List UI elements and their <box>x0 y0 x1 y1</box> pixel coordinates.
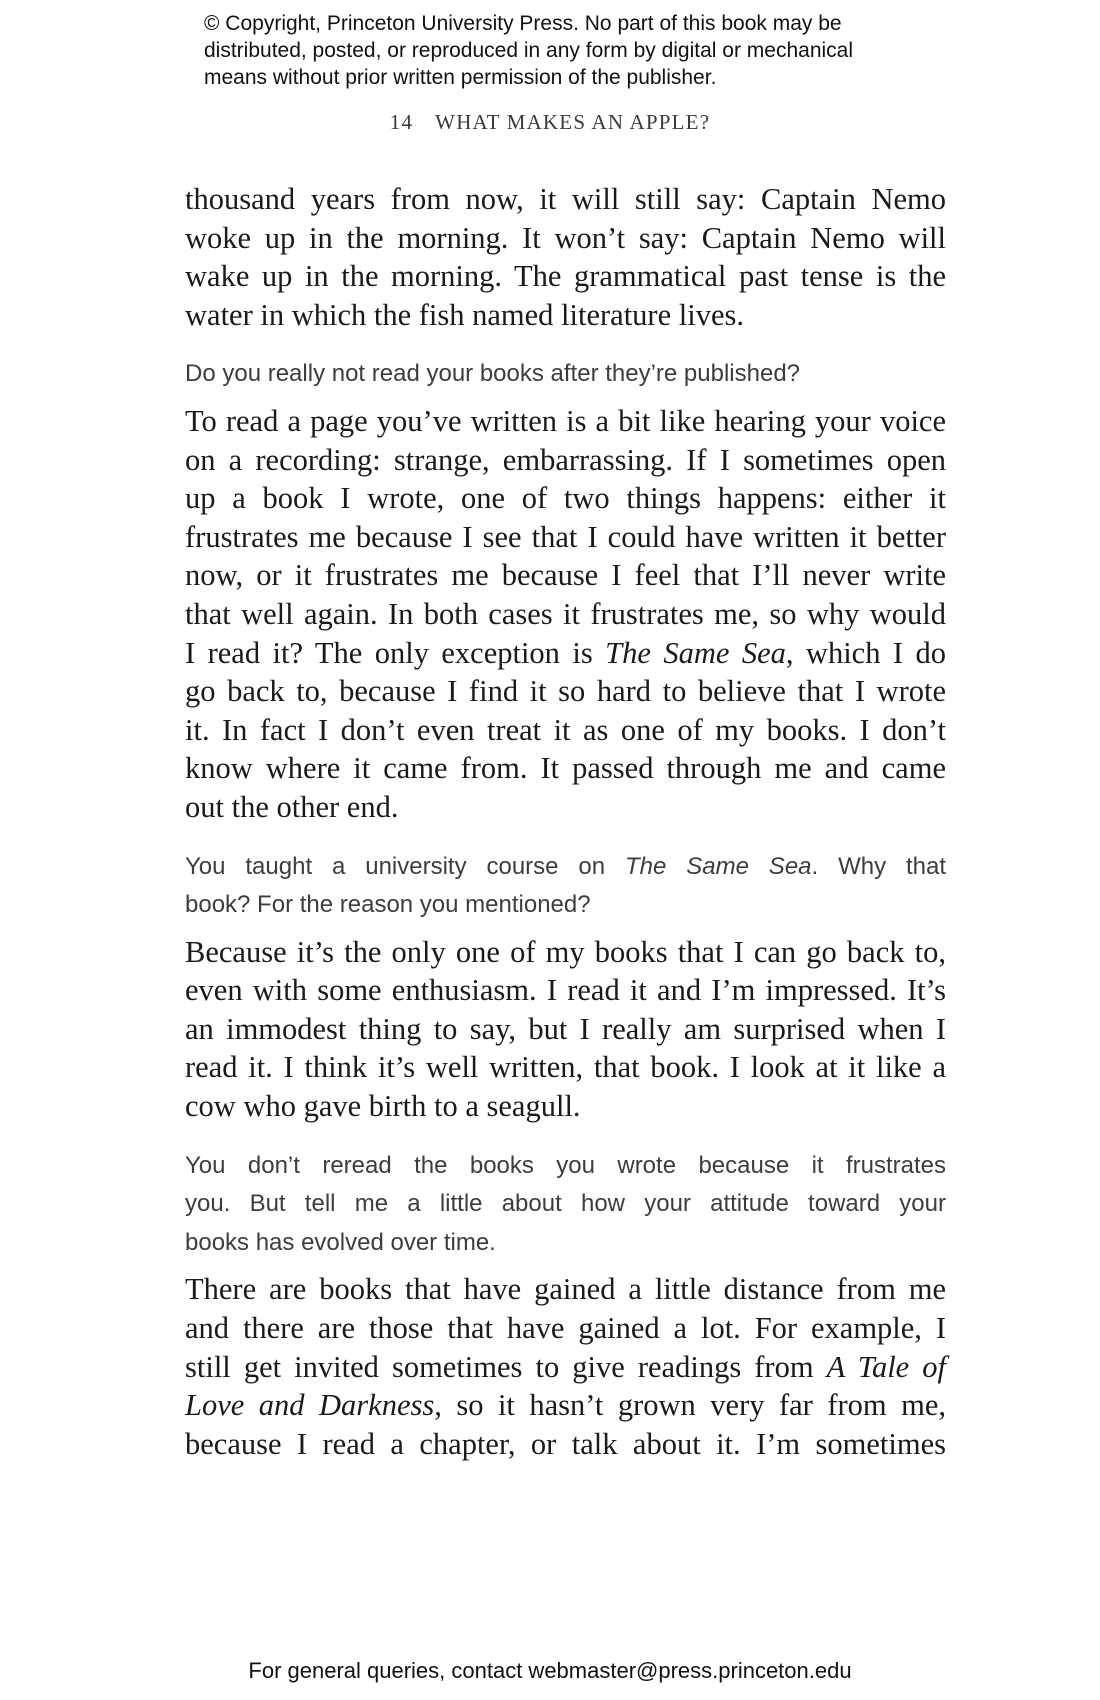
copyright-notice <box>204 10 924 91</box>
text-line: read it. I think it’s well written, that book. I look at it like a <box>185 1050 946 1085</box>
text-line: now, or it frustrates me because I feel that I’ll never write <box>185 558 946 593</box>
text-line: Because it’s the only one of my books that I can go back to, <box>185 934 946 969</box>
text-line: frustrates me because I see that I could have written it better <box>185 519 946 554</box>
text-line: cow who gave birth to a seagull. <box>185 1089 581 1124</box>
copyright-line: means without prior written permission of the publisher. <box>204 66 717 89</box>
text-line: wake up in the morning. The grammatical past tense is the <box>185 259 946 294</box>
book-title: Love and Darkness <box>185 1388 435 1423</box>
text-line: because I read a chapter, or talk about it. I’m sometimes <box>185 1426 946 1461</box>
answer-paragraph <box>185 1270 946 1463</box>
text-run: still get invited sometimes to give readings from <box>185 1349 827 1384</box>
text-line: woke up in the morning. It won’t say: Captain Nemo will <box>185 220 946 255</box>
text-line: There are books that have gained a little distance from me <box>185 1272 946 1307</box>
interview-question <box>185 848 946 925</box>
text-line: To read a page you’ve written is a bit like hearing your voice <box>185 403 946 438</box>
answer-paragraph <box>185 402 946 827</box>
answer-paragraph <box>185 933 946 1126</box>
text-run: I read it? The only exception is <box>185 635 606 670</box>
answer-paragraph <box>185 180 946 334</box>
book-title: The Same Sea <box>624 852 812 880</box>
text-line: go back to, because I find it so hard to believe that I wrote <box>185 674 946 709</box>
page-number: 14 <box>389 110 414 134</box>
text-line: up a book I wrote, one of two things happens: either it <box>185 481 946 516</box>
text-line: you. But tell me a little about how your attitude toward your <box>185 1190 946 1218</box>
text-line <box>185 634 946 673</box>
text-line <box>185 1348 946 1387</box>
text-run: You taught a university course on <box>185 852 625 880</box>
interview-question <box>185 1147 946 1263</box>
text-run: , so it hasn’t grown very far from me, <box>434 1388 946 1423</box>
page-body <box>185 180 946 1463</box>
text-line: water in which the fish named literature lives. <box>185 297 744 332</box>
book-title: The Same Sea <box>605 635 786 670</box>
text-line: thousand years from now, it will still say: Captain Nemo <box>185 182 946 216</box>
text-line: out the other end. <box>185 789 399 824</box>
text-line: an immodest thing to say, but I really am surprised when I <box>185 1011 946 1046</box>
text-line: books has evolved over time. <box>185 1228 496 1256</box>
text-line <box>185 1386 946 1425</box>
text-line: on a recording: strange, embarrassing. If I sometimes open <box>185 442 946 477</box>
text-line: it. In fact I don’t even treat it as one of my books. I don’t <box>185 712 946 747</box>
text-line <box>185 848 946 887</box>
text-line: even with some enthusiasm. I read it and I’m impressed. It’s <box>185 973 946 1008</box>
running-head <box>0 110 1100 135</box>
book-title: A Tale of <box>826 1349 946 1384</box>
text-line: You don’t reread the books you wrote because it frustrates <box>185 1151 946 1179</box>
text-run: , which I do <box>785 635 946 670</box>
text-line: that well again. In both cases it frustrates me, so why would <box>185 596 946 631</box>
footer-contact: For general queries, contact webmaster@press.princeton.edu <box>248 1658 852 1683</box>
chapter-title: WHAT MAKES AN APPLE? <box>435 110 711 134</box>
copyright-line: distributed, posted, or reproduced in any form by digital or mechanical <box>204 39 854 62</box>
text-line: Do you really not read your books after they’re published? <box>185 360 801 388</box>
text-line: book? For the reason you mentioned? <box>185 891 591 919</box>
text-line: know where it came from. It passed through me and came <box>185 751 946 786</box>
text-line: and there are those that have gained a lot. For example, I <box>185 1311 946 1346</box>
copyright-line: © Copyright, Princeton University Press. No part of this book may be <box>204 12 842 35</box>
text-run: . Why that <box>811 852 946 880</box>
interview-question <box>185 355 946 394</box>
